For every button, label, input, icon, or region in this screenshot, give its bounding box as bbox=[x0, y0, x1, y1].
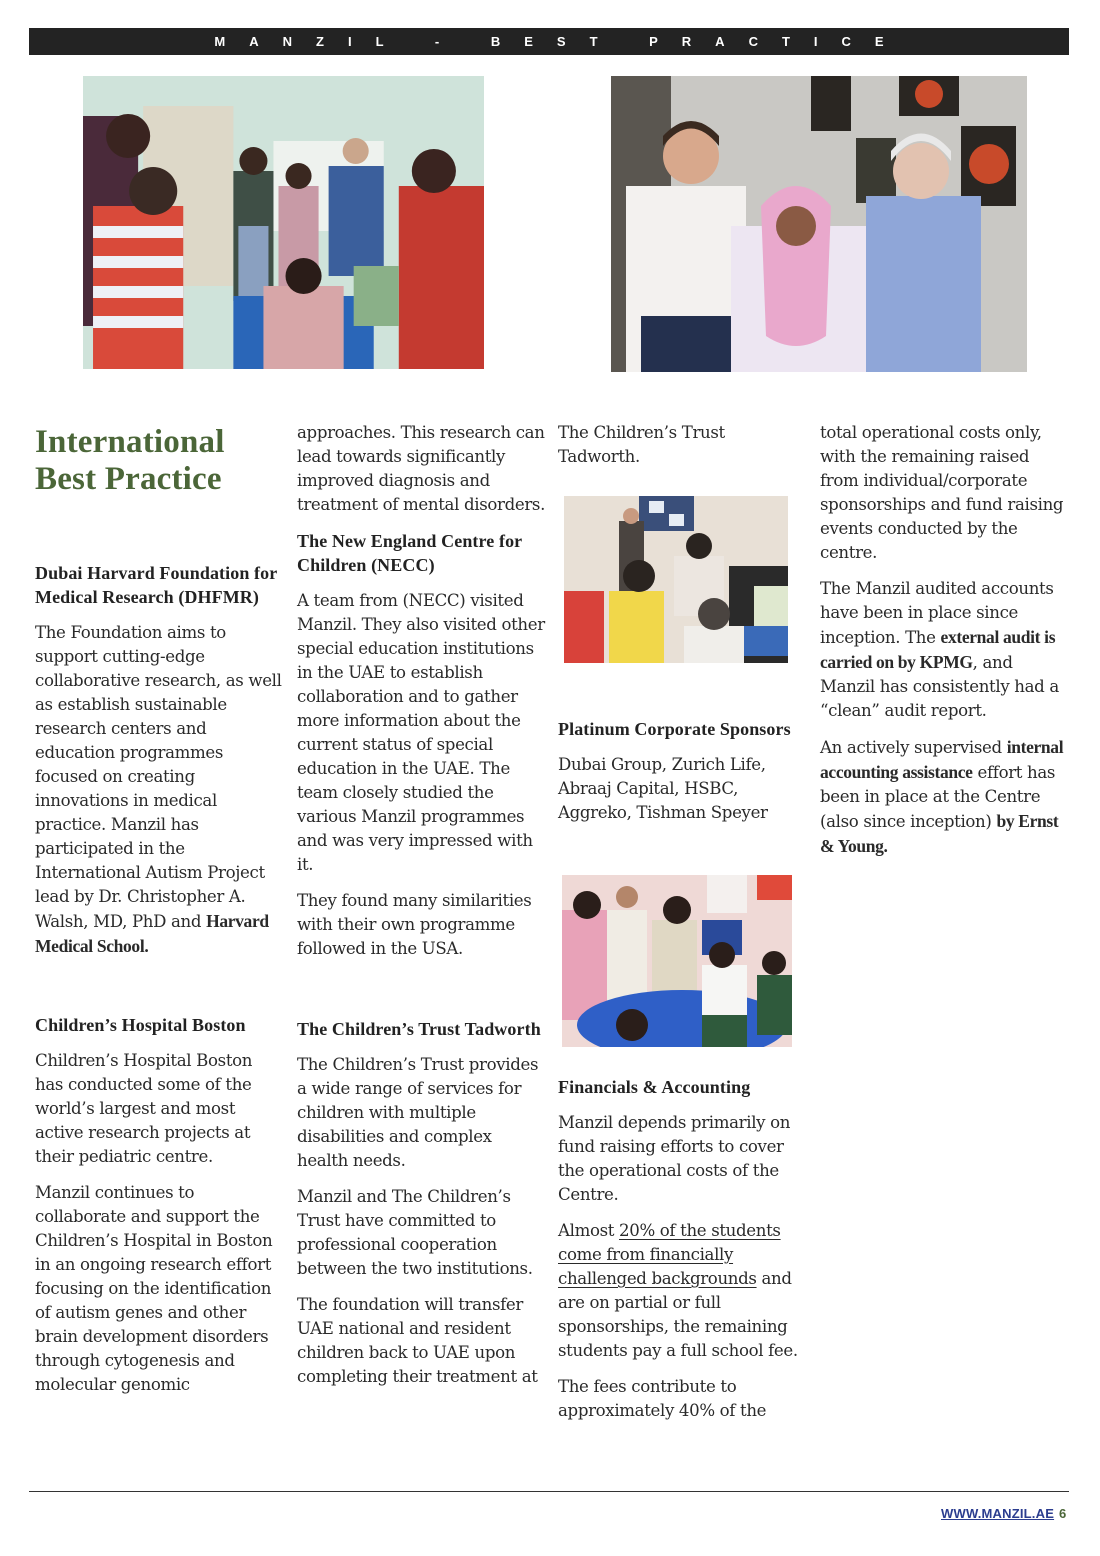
chb-paragraph-1: Children’s Hospital Boston has conducted some of the world’s largest and most active research projects at their pediatric centre. bbox=[35, 1051, 253, 1166]
financials-paragraph-2 bbox=[558, 1219, 808, 1363]
trust-paragraph-2: Manzil and The Children’s Trust have committed to professional cooperation between the two institutions. bbox=[297, 1187, 533, 1278]
title-line-1: International bbox=[35, 424, 225, 460]
column-1 bbox=[35, 424, 285, 1409]
internal-bold: internal accounting assistance bbox=[820, 737, 1064, 782]
internal-bold-2: by Ernst & Young. bbox=[820, 811, 1059, 856]
page-number: 6 bbox=[1059, 1506, 1067, 1521]
photo-visitors-classroom bbox=[83, 76, 484, 369]
research-continued: approaches. This research can lead towards significantly improved diagnosis and treatment of mental disorders. bbox=[297, 423, 545, 514]
audit-paragraph bbox=[820, 577, 1070, 723]
website-link[interactable]: WWW.MANZIL.AE bbox=[941, 1506, 1055, 1521]
trust-paragraph-3: The foundation will transfer UAE national and resident children back to UAE upon completing their treatment at bbox=[297, 1295, 538, 1386]
dhfmr-text: The Foundation aims to support cutting-edge collaborative research, as well as establish sustainable research centers and education programmes focused on creating innovations in medical practice. Manzil has participated in the International Autism Project lead by Dr. Christopher A. Walsh, MD, PhD and bbox=[35, 623, 282, 931]
fin-p2-post: and are on partial or full sponsorships, the remaining students pay a full school fee. bbox=[558, 1269, 798, 1360]
internal-pre: An actively supervised bbox=[820, 738, 1007, 757]
costs-continued: total operational costs only, with the remaining raised from individual/corporate sponsorships and fund raising events conducted by the centre. bbox=[820, 423, 1064, 562]
trust-heading: The Children’s Trust Tadworth bbox=[297, 1019, 541, 1039]
page-title bbox=[35, 424, 285, 498]
necc-paragraph-2: They found many similarities with their own programme followed in the USA. bbox=[297, 891, 532, 958]
necc-heading: The New England Centre for Children (NECC) bbox=[297, 531, 522, 575]
fin-p2-pre: Almost bbox=[558, 1221, 620, 1240]
audit-bold: external audit is carried on by KPMG bbox=[820, 627, 1056, 672]
necc-paragraph-1: A team from (NECC) visited Manzil. They also visited other special education institutions in the UAE to establish collaboration and to gather more information about the current status of special education in the UAE. The team closely studied the various Manzil programmes and was very impressed with it. bbox=[297, 591, 545, 874]
title-line-2: Best Practice bbox=[35, 461, 222, 497]
header-title: MANZIL - BEST PRACTICE bbox=[214, 34, 908, 49]
dhfmr-body bbox=[35, 621, 285, 959]
column-4 bbox=[820, 421, 1070, 871]
financials-paragraph-1: Manzil depends primarily on fund raising efforts to cover the operational costs of the Centre. bbox=[558, 1113, 791, 1204]
footer-divider bbox=[29, 1491, 1069, 1492]
column-2 bbox=[297, 421, 547, 1401]
internal-mid: effort has been in place at the Centre (also since inception) bbox=[820, 763, 1056, 831]
dhfmr-bold: Harvard Medical School. bbox=[35, 911, 269, 956]
trust-paragraph-1: The Children’s Trust provides a wide range of services for children with multiple disabilities and complex health needs. bbox=[297, 1055, 539, 1170]
audit-post: , and Manzil has consistently had a “clean” audit report. bbox=[820, 653, 1059, 720]
photo-three-women bbox=[611, 76, 1027, 372]
chb-heading: Children’s Hospital Boston bbox=[35, 1015, 246, 1035]
financials-paragraph-3: The fees contribute to approximately 40% of the bbox=[558, 1377, 767, 1420]
financials-heading: Financials & Accounting bbox=[558, 1077, 751, 1097]
header-bar bbox=[29, 28, 1069, 55]
chb-paragraph-2: Manzil continues to collaborate and support the Children’s Hospital in Boston in an ongoing research effort focusing on the identification of autism genes and other brain development disorders through cytogenesis and molecular genomic bbox=[35, 1183, 273, 1394]
dhfmr-heading: Dubai Harvard Foundation for Medical Research (DHFMR) bbox=[35, 563, 278, 607]
audit-pre: The Manzil audited accounts have been in place since inception. The bbox=[820, 579, 1054, 647]
internal-accounting-paragraph bbox=[820, 735, 1070, 859]
sponsors-list: Dubai Group, Zurich Life, Abraaj Capital, HSBC, Aggreko, Tishman Speyer bbox=[558, 755, 768, 822]
column-3 bbox=[558, 421, 808, 1435]
trust-continued: The Children’s Trust Tadworth. bbox=[558, 423, 725, 466]
fin-p2-underlined: 20% of the students come from financially challenged backgrounds bbox=[558, 1221, 781, 1288]
sponsors-heading: Platinum Corporate Sponsors bbox=[558, 719, 791, 739]
